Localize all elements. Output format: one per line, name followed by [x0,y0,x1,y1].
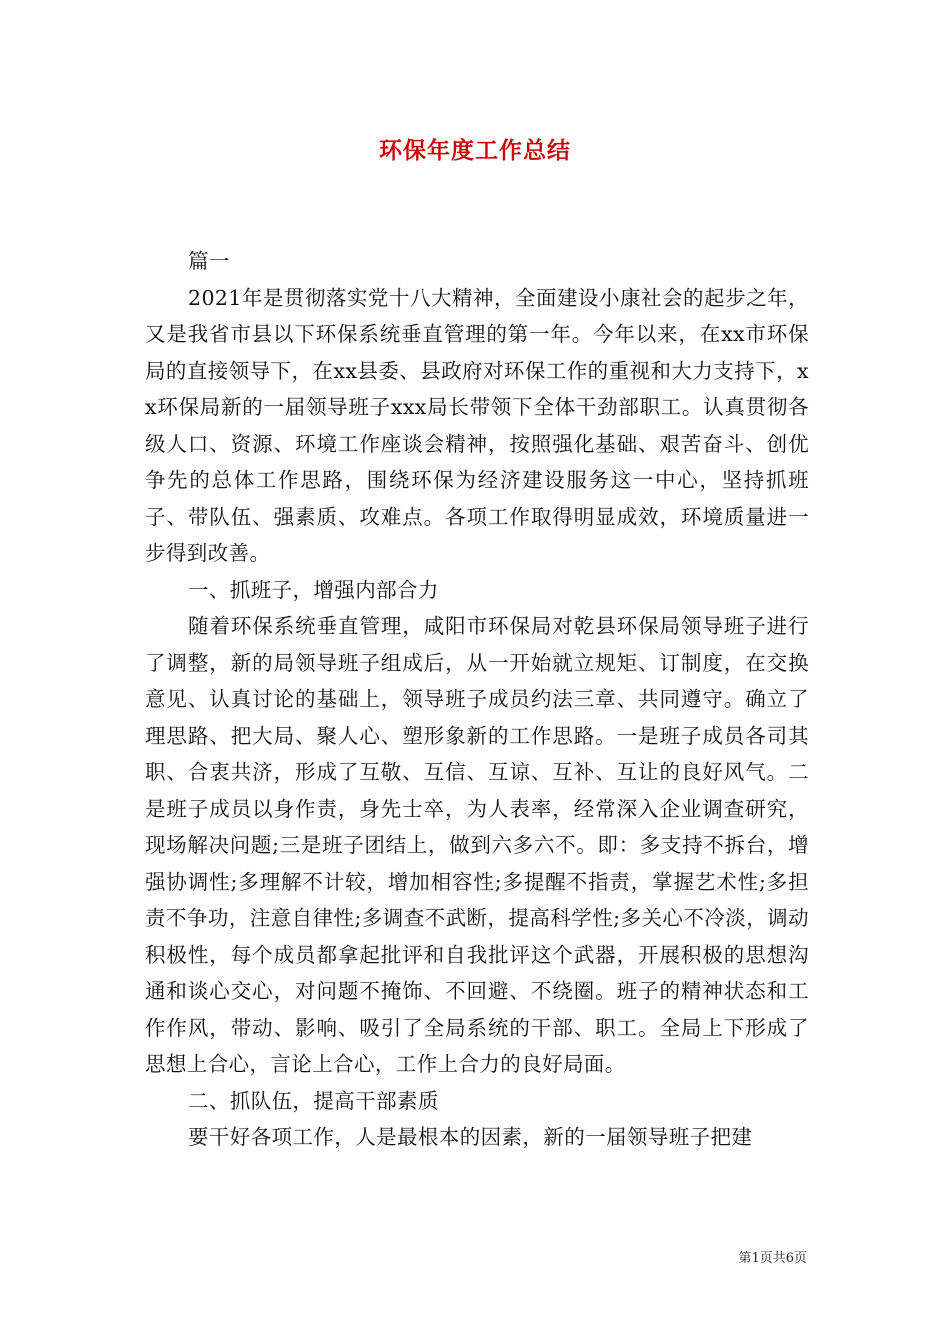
document-body [145,243,809,1156]
paragraph-intro: 2021年是贯彻落实党十八大精神，全面建设小康社会的起步之年，又是我省市县以下环保系统垂直管理的第一年。今年以来，在xx市环保局的直接领导下，在xx县委、县政府对环保工作的重视和大力支持下，xx环保局新的一届领导班子xxx局长带领下全体干劲部职工。认真贯彻各级人口、资源、环境工作座谈会精神，按照强化基础、艰苦奋斗、创优争先的总体工作思路，围绕环保为经济建设服务这一中心，坚持抓班子、带队伍、强素质、攻难点。各项工作取得明显成效，环境质量进一步得到改善。 [145,285,809,565]
page-number: 第1页共6页 [738,1251,807,1266]
paragraph-section-2: 要干好各项工作，人是最根本的因素，新的一届领导班子把建 [188,1125,753,1149]
paragraph-section-1: 随着环保系统垂直管理，咸阳市环保局对乾县环保局领导班子进行了调整，新的局领导班子组成后，从一开始就立规矩、订制度，在交换意见、认真讨论的基础上，领导班子成员约法三章、共同遵守。确立了理思路、把大局、聚人心、塑形象新的工作思路。一是班子成员各司其职、合衷共济，形成了互敬、互信、互谅、互补、互让的良好风气。二是班子成员以身作责，身先士卒，为人表率，经常深入企业调查研究，现场解决问题;三是班子团结上，做到六多六不。即：多支持不拆台，增强协调性;多理解不计较，增加相容性;多提醒不指责，掌握艺术性;多担责不争功，注意自律性;多调查不武断，提高科学性;多关心不冷淡，调动积极性，每个成员都拿起批评和自我批评这个武器，开展积极的思想沟通和谈心交心，对问题不掩饰、不回避、不绕圈。班子的精神状态和工作作风，带动、影响、吸引了全局系统的干部、职工。全局上下形成了思想上合心，言论上合心，工作上合力的良好局面。 [145,614,809,1076]
heading-section-2: 二、抓队伍，提高干部素质 [188,1088,439,1113]
heading-section-1: 一、抓班子，增强内部合力 [188,577,439,602]
document-title: 环保年度工作总结 [379,137,571,164]
paragraph-section-label: 篇一 [188,249,230,273]
